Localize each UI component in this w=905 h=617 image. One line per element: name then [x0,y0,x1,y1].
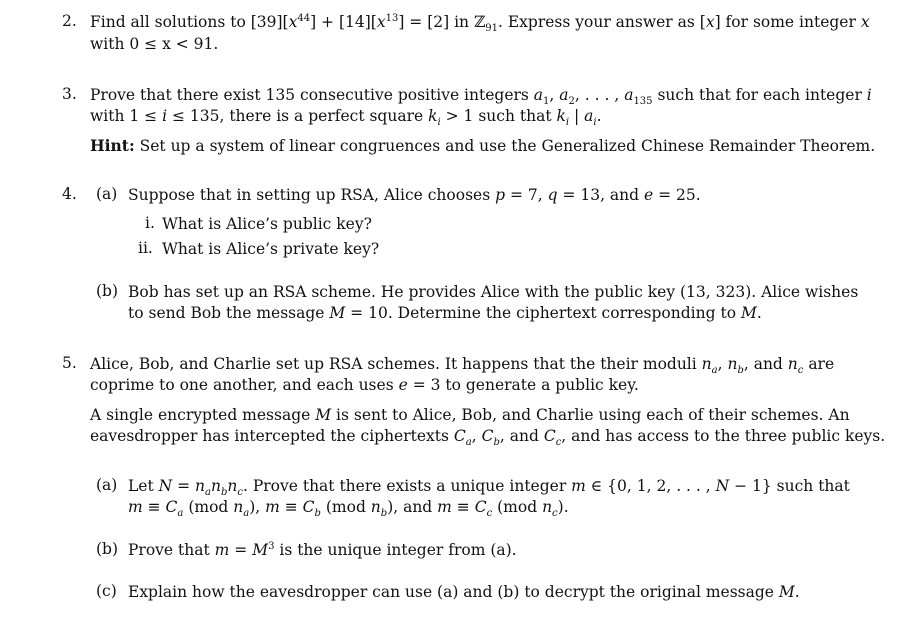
problem-5-para2-line-2: eavesdropper has intercepted the ciphertexts $C_a$, $C_b$, and $C_c$, and has access to the three public keys. [90,427,886,449]
problem-4a-ii-label: ii. [138,239,153,257]
hint-text: Set up a system of linear congruences and use the Generalized Chinese Remainder Theorem. [139,137,876,155]
problem-5-line-1: Alice, Bob, and Charlie set up RSA schemes. It happens that the their moduli $n_a$, $n_b$, and $n_c$ are [90,355,835,377]
hint-label: Hint: [90,136,135,155]
problem-4a-i-text: What is Alice’s public key? [162,215,372,233]
problem-4b-line-1: Bob has set up an RSA scheme. He provides Alice with the public key (13, 323). Alice wishes [128,283,859,301]
problem-3-number: 3. [62,85,77,103]
problem-4-number: 4. [62,185,77,203]
problem-5c-label: (c) [96,582,117,600]
problem-2-number: 2. [62,12,77,30]
problem-4a-label: (a) [96,185,118,203]
problem-5-line-2: coprime to one another, and each uses e = 3 to generate a public key. [90,376,639,394]
problem-4a-ii-text: What is Alice’s private key? [162,240,380,258]
problem-3-line-1: Prove that there exist 135 consecutive positive integers $a_1$, $a_2$, . . . , $a_{135}$ such that for each integer i [90,86,872,108]
problem-5a-line-1: Let $N = n_an_bn_c$. Prove that there exists a unique integer m ∈ {0, 1, 2, . . . , N − 1} such that [128,477,850,499]
problem-4b-label: (b) [96,282,119,300]
problem-5a-label: (a) [96,476,118,494]
problem-2-line-2: with 0 ≤ x < 91. [90,35,219,53]
problem-2-line-1: Find all solutions to $[39][x^{44}] + [14][x^{13}] = [2]$ in ℤ$_{91}$. Express your answer as [x] for some integer x [90,12,870,35]
problem-3-hint [90,136,875,156]
problem-5-number: 5. [62,354,77,372]
problem-4a-i-label: i. [145,214,155,232]
problem-5b-text: Prove that $m = M^3$ is the unique integer from (a). [128,540,517,559]
problem-5c-text: Explain how the eavesdropper can use (a) and (b) to decrypt the original message M. [128,583,800,601]
problem-4b-line-2: to send Bob the message M = 10. Determine the ciphertext corresponding to M. [128,304,762,322]
problem-5-para2-line-1: A single encrypted message M is sent to Alice, Bob, and Charlie using each of their schemes. An [90,406,850,424]
problem-5a-line-2: $m \equiv C_a$ (mod $n_a$), $m \equiv C_b$ (mod $n_b$), and $m \equiv C_c$ (mod $n_c$). [128,498,569,520]
problem-3-line-2: with 1 ≤ i ≤ 135, there is a perfect square $k_i > 1$ such that $k_i$ | $a_i$. [90,107,602,129]
problem-4a-text: Suppose that in setting up RSA, Alice chooses p = 7, q = 13, and e = 25. [128,186,701,204]
problem-5b-label: (b) [96,540,119,558]
